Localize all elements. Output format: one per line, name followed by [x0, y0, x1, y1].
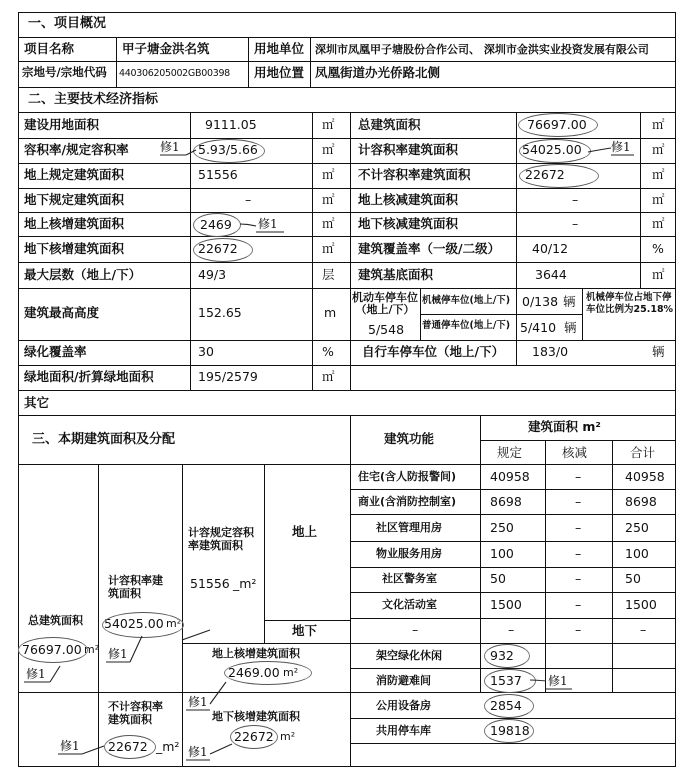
function-total: 250 [625, 520, 649, 535]
nfa-area-unit: _m² [156, 739, 180, 754]
parcel-code-value: 440306205002GB00398 [119, 68, 230, 79]
function-cut: – [575, 597, 582, 612]
revision-circle [519, 164, 599, 188]
function-name: 消防避难间 [376, 674, 431, 687]
function-cut: – [575, 520, 582, 535]
revision-mark: 修1 [188, 695, 208, 709]
max-height-label: 建筑最高高度 [24, 305, 100, 320]
green-area-unit: ㎡ [322, 369, 335, 384]
fa-area-unit: m² [166, 617, 182, 630]
function-name: – [412, 622, 419, 637]
indicator-value: 76697.00 [527, 117, 587, 132]
indicator-unit: ㎡ [322, 167, 335, 182]
parking-total: 5/548 [368, 322, 405, 337]
mech-parking-label: 机械停车位(地上/下) [422, 295, 511, 306]
function-total: 50 [625, 571, 641, 586]
above-inc-unit: m² [283, 666, 299, 679]
col-spec-header: 规定 [497, 445, 523, 460]
function-name: 社区警务室 [382, 572, 437, 585]
revision-circle [484, 669, 536, 693]
function-cut: – [575, 546, 582, 561]
revision-circle [104, 735, 156, 759]
indicator-label: 地下核减建筑面积 [358, 216, 459, 231]
function-name: 共用停车库 [376, 724, 431, 737]
spec-area-label: 计容规定容积率建筑面积 [188, 526, 254, 552]
regular-parking-label: 普通停车位(地上/下) [422, 320, 511, 331]
indicator-unit: ㎡ [652, 267, 665, 282]
under-inc-unit: m² [280, 730, 296, 743]
revision-mark: 修1 [188, 745, 208, 759]
total-area-value: 76697.00 [22, 642, 82, 657]
function-cut: – [575, 622, 582, 637]
fa-area-label: 计容积率建筑面积 [108, 574, 163, 600]
indicator-value: 51556 [198, 167, 238, 182]
revision-mark: 修1 [258, 217, 278, 231]
indicator-unit: ㎡ [322, 142, 335, 157]
indicator-value: 5.93/5.66 [198, 142, 258, 157]
indicator-label: 容积率/规定容积率 [24, 142, 129, 157]
indicator-unit: ㎡ [322, 241, 335, 256]
spec-area-unit: _m² [233, 576, 257, 591]
section3-title: 三、本期建筑面积及分配 [32, 432, 176, 447]
function-cut: – [575, 571, 582, 586]
revision-mark: 修1 [611, 140, 631, 154]
indicator-label: 地上核减建筑面积 [358, 192, 459, 207]
nfa-area-label: 不计容积率建筑面积 [108, 700, 163, 726]
indicator-label: 地下规定建筑面积 [24, 192, 125, 207]
function-name: 住宅(含人防报警间) [358, 470, 457, 483]
indicator-value: 54025.00 [522, 142, 582, 157]
regular-parking-unit: 辆 [564, 320, 577, 335]
indicator-label: 计容积率建筑面积 [358, 142, 459, 157]
indicator-value: – [572, 216, 579, 231]
function-name: 文化活动室 [382, 598, 437, 611]
parking-label: 机动车停车位（地上/下） [352, 291, 418, 316]
indicator-label: 地上核增建筑面积 [24, 216, 125, 231]
function-total: 100 [625, 546, 649, 561]
parcel-code-label: 宗地号/宗地代码 [22, 65, 107, 79]
function-name: 公用设备房 [376, 699, 431, 712]
green-coverage-unit: % [322, 344, 334, 359]
total-area-unit: m² [84, 643, 100, 656]
regular-parking-value: 5/410 [520, 320, 557, 335]
function-spec: 1537 [490, 673, 522, 688]
function-total: 1500 [625, 597, 657, 612]
indicator-value: 49/3 [198, 267, 227, 282]
green-area-label: 绿地面积/折算绿地面积 [24, 369, 154, 384]
revision-circle [484, 694, 534, 718]
under-inc-label: 地下核增建筑面积 [212, 710, 300, 723]
function-header: 建筑功能 [384, 431, 435, 446]
section2-title: 二、主要技术经济指标 [28, 92, 159, 107]
function-total: – [640, 622, 647, 637]
indicator-label: 总建筑面积 [358, 117, 421, 132]
above-inc-label: 地上核增建筑面积 [212, 647, 300, 660]
revision-circle [518, 113, 598, 137]
indicator-label: 建筑基底面积 [358, 267, 434, 282]
function-name: 物业服务用房 [376, 547, 442, 560]
function-spec: 2854 [490, 698, 522, 713]
revision-mark: 修1 [160, 140, 180, 154]
function-total: 8698 [625, 494, 657, 509]
green-coverage-value: 30 [198, 344, 214, 359]
indicator-unit: ㎡ [322, 216, 335, 231]
above-inc-value: 2469.00 [228, 665, 280, 680]
function-spec: 932 [490, 648, 514, 663]
col-total-header: 合计 [630, 445, 656, 460]
max-height-value: 152.65 [198, 305, 242, 320]
indicator-unit: ㎡ [652, 142, 665, 157]
under-inc-value: 22672 [234, 729, 274, 744]
function-cut: – [575, 494, 582, 509]
bike-parking-unit: 辆 [652, 344, 665, 359]
revision-mark: 修1 [548, 674, 568, 688]
col-cut-header: 核减 [562, 445, 588, 460]
indicator-value: 3644 [535, 267, 567, 282]
indicator-unit: ㎡ [652, 192, 665, 207]
function-name: 架空绿化休闲 [376, 649, 442, 662]
below-ground-label: 地下 [292, 623, 318, 638]
indicator-unit: ㎡ [652, 117, 665, 132]
bike-parking-value: 183/0 [532, 344, 569, 359]
revision-circle [484, 644, 530, 668]
revision-circle [484, 719, 534, 743]
green-coverage-label: 绿化覆盖率 [24, 344, 87, 359]
indicator-unit: ㎡ [652, 216, 665, 231]
mech-parking-unit: 辆 [563, 294, 576, 309]
function-spec: 1500 [490, 597, 522, 612]
indicator-label: 地下核增建筑面积 [24, 241, 125, 256]
land-location-label: 用地位置 [254, 65, 305, 80]
revision-circle [230, 725, 278, 749]
function-spec: 40958 [490, 469, 530, 484]
indicator-label: 建筑覆盖率（一级/二级） [358, 241, 501, 256]
area-header: 建筑面积 m² [528, 419, 601, 434]
revision-circle [519, 139, 591, 163]
indicator-value: – [245, 192, 252, 207]
project-name-label: 项目名称 [24, 41, 75, 56]
green-area-value: 195/2579 [198, 369, 258, 384]
function-spec: 100 [490, 546, 514, 561]
indicator-unit: ㎡ [322, 117, 335, 132]
indicator-label: 地上规定建筑面积 [24, 167, 125, 182]
revision-circle [193, 213, 241, 237]
other-label: 其它 [24, 395, 50, 410]
function-name: 社区管理用房 [376, 521, 442, 534]
function-spec: 250 [490, 520, 514, 535]
revision-circle [193, 238, 253, 262]
project-name-value: 甲子塘金洪名筑 [122, 41, 210, 56]
land-location-value: 凤凰街道办光侨路北侧 [315, 65, 441, 80]
spec-area-value: 51556 [190, 576, 230, 591]
nfa-area-value: 22672 [108, 739, 148, 754]
parking-ratio-note: 机械停车位占地下停车位比例为25.18% [586, 292, 674, 315]
section1-title: 一、项目概况 [28, 16, 107, 31]
above-ground-label: 地上 [292, 524, 318, 539]
revision-circle [18, 637, 88, 663]
indicator-label: 最大层数（地上/下） [24, 267, 142, 282]
function-spec: 50 [490, 571, 506, 586]
land-unit-value: 深圳市凤凰甲子塘股份合作公司、 深圳市金洪实业投资发展有限公司 [315, 43, 649, 56]
total-area-label: 总建筑面积 [28, 614, 83, 627]
revision-circle [102, 612, 184, 638]
indicator-value: 22672 [198, 241, 238, 256]
indicator-unit: ㎡ [322, 192, 335, 207]
function-spec: 8698 [490, 494, 522, 509]
revision-circle [224, 661, 312, 685]
indicator-label: 建设用地面积 [24, 117, 100, 132]
indicator-value: – [572, 192, 579, 207]
indicator-value: 2469 [200, 217, 232, 232]
function-spec: 19818 [490, 723, 530, 738]
indicator-value: 9111.05 [205, 117, 257, 132]
revision-mark: 修1 [26, 667, 46, 681]
revision-mark: 修1 [108, 647, 128, 661]
revision-circle [193, 139, 265, 163]
indicator-unit: ㎡ [652, 167, 665, 182]
function-cut: – [575, 469, 582, 484]
function-total: 40958 [625, 469, 665, 484]
indicator-value: 22672 [525, 167, 565, 182]
function-name: 商业(含消防控制室) [358, 495, 457, 508]
indicator-unit: 层 [322, 267, 335, 282]
function-spec: – [508, 622, 515, 637]
max-height-unit: m [324, 305, 337, 320]
mech-parking-value: 0/138 [522, 294, 559, 309]
indicator-value: 40/12 [532, 241, 569, 256]
land-unit-label: 用地单位 [254, 41, 305, 56]
revision-mark: 修1 [60, 739, 80, 753]
bike-parking-label: 自行车停车位（地上/下） [362, 344, 505, 359]
indicator-unit: % [652, 241, 664, 256]
indicator-label: 不计容积率建筑面积 [358, 167, 471, 182]
fa-area-value: 54025.00 [104, 616, 164, 631]
